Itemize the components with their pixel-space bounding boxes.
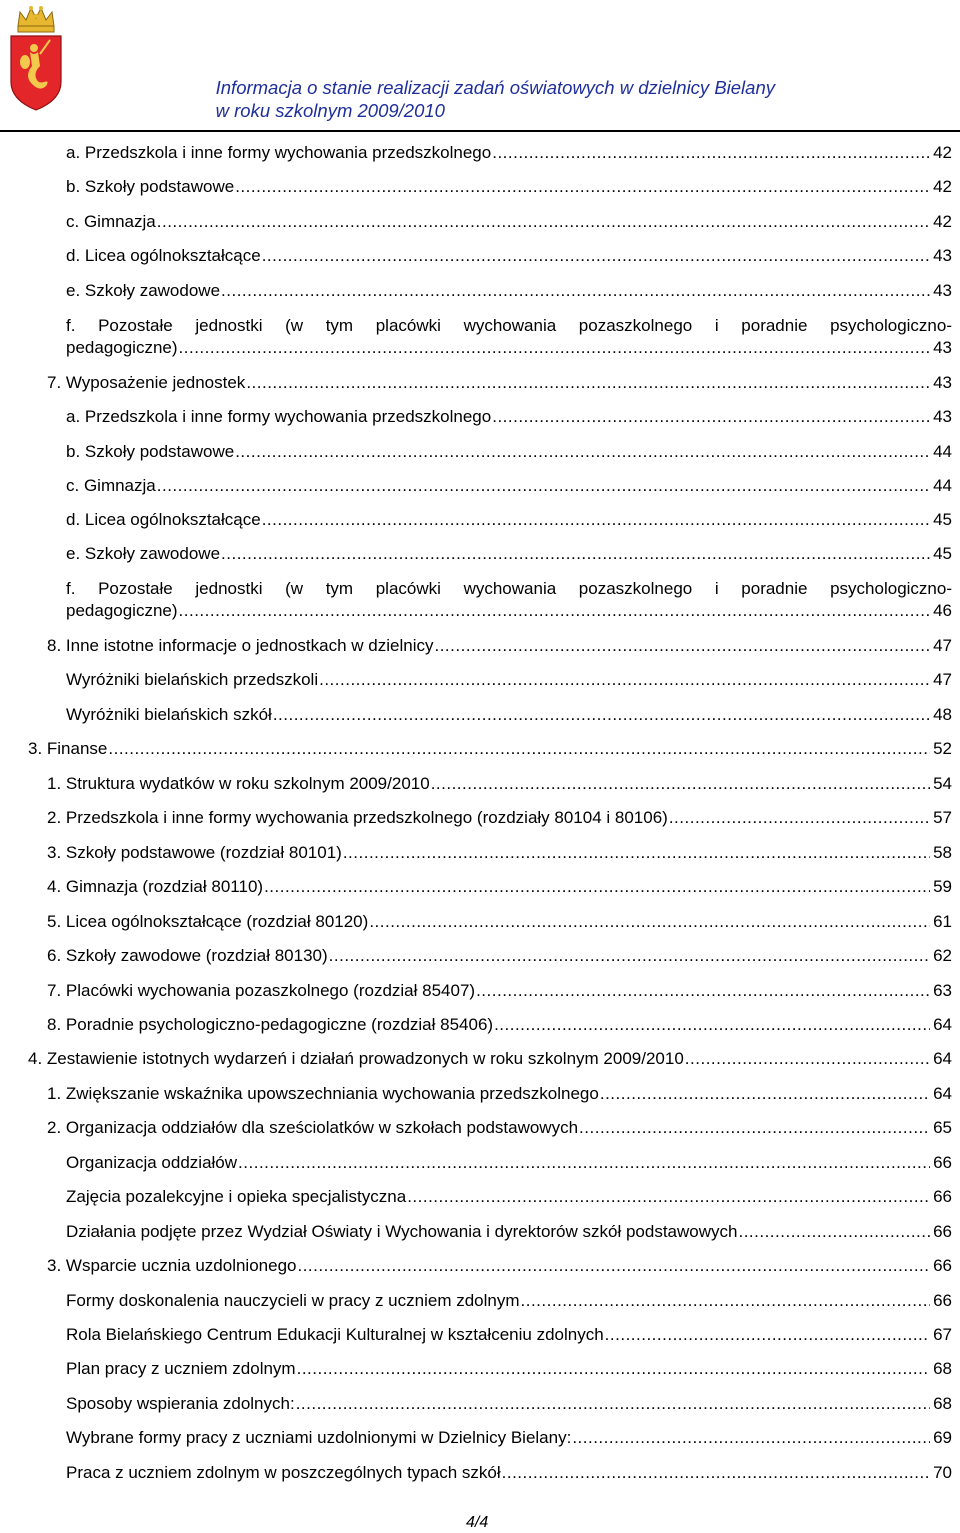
toc-leader-dots	[157, 475, 930, 497]
toc-entry-page: 46	[933, 601, 952, 620]
toc-leader-dots	[572, 1427, 930, 1449]
toc-leader-dots	[329, 945, 930, 967]
toc-entry[interactable]	[47, 911, 952, 933]
toc-entry-page: 63	[933, 981, 952, 1000]
toc-entry-label: 4. Zestawienie istotnych wydarzeń i działań prowadzonych w roku szkolnym 2009/2010	[28, 1049, 684, 1068]
toc-entry[interactable]	[66, 475, 952, 497]
toc-entry-label: 3. Wsparcie ucznia uzdolnionego	[47, 1256, 297, 1275]
toc-leader-dots	[407, 1186, 930, 1208]
toc-entry-page: 70	[933, 1463, 952, 1482]
toc-entry[interactable]	[66, 142, 952, 164]
toc-entry-page: 44	[933, 442, 952, 461]
toc-entry-label: Wyróżniki bielańskich przedszkoli	[66, 670, 319, 689]
toc-leader-dots	[492, 406, 930, 428]
toc-leader-dots	[108, 738, 930, 760]
toc-entry-label: c. Gimnazja	[66, 476, 156, 495]
toc-entry-page: 42	[933, 143, 952, 162]
toc-entry[interactable]	[47, 1255, 952, 1277]
toc-entry-page: 43	[933, 373, 952, 392]
toc-leader-dots	[434, 635, 930, 657]
toc-leader-dots	[492, 142, 930, 164]
toc-entry-page: 65	[933, 1118, 952, 1137]
toc-leader-dots	[605, 1324, 930, 1346]
toc-leader-dots	[262, 509, 930, 531]
toc-entry-page: 43	[933, 407, 952, 426]
toc-entry[interactable]	[28, 738, 952, 760]
toc-entry-page: 43	[933, 281, 952, 300]
toc-entry[interactable]	[66, 1221, 952, 1243]
toc-entry-label: 2. Przedszkola i inne formy wychowania przedszkolnego (rozdziały 80104 i 80106)	[47, 808, 668, 827]
toc-entry-label: a. Przedszkola i inne formy wychowania przedszkolnego	[66, 143, 492, 162]
toc-entry-label: Sposoby wspierania zdolnych:	[66, 1394, 295, 1413]
toc-leader-dots	[238, 1152, 930, 1174]
toc-entry-page: 43	[933, 338, 952, 357]
toc-entry-label: Plan pracy z uczniem zdolnym	[66, 1359, 296, 1378]
toc-entry[interactable]	[66, 176, 952, 198]
toc-entry-label: Zajęcia pozalekcyjne i opieka specjalistyczna	[66, 1187, 407, 1206]
toc-entry-page: 62	[933, 946, 952, 965]
toc-entry[interactable]	[47, 773, 952, 795]
toc-entry-page: 54	[933, 774, 952, 793]
page-header	[0, 0, 960, 135]
header-title	[216, 76, 775, 122]
toc-entry[interactable]	[47, 635, 952, 657]
toc-entry-page: 66	[933, 1291, 952, 1310]
toc-entry[interactable]	[66, 280, 952, 302]
toc-entry-label: 3. Finanse	[28, 739, 108, 758]
toc-leader-dots	[476, 980, 930, 1002]
toc-leader-dots	[296, 1393, 930, 1415]
toc-entry[interactable]	[66, 1324, 952, 1346]
header-title-line2: w roku szkolnym 2009/2010	[215, 100, 445, 121]
toc-leader-dots	[297, 1358, 930, 1380]
toc-entry-label: b. Szkoły podstawowe	[66, 442, 235, 461]
toc-entry-label: Organizacja oddziałów	[66, 1153, 238, 1172]
toc-entry[interactable]	[47, 945, 952, 967]
toc-entry[interactable]	[47, 980, 952, 1002]
toc-leader-dots	[494, 1014, 930, 1036]
toc-entry[interactable]	[47, 1014, 952, 1036]
toc-leader-dots	[297, 1255, 930, 1277]
toc-entry-page: 64	[933, 1084, 952, 1103]
toc-leader-dots	[369, 911, 930, 933]
toc-entry[interactable]	[47, 372, 952, 394]
toc-leader-dots	[521, 1290, 931, 1312]
toc-entry-label: 3. Szkoły podstawowe (rozdział 80101)	[47, 843, 342, 862]
toc-entry-label: d. Licea ogólnokształcące	[66, 510, 261, 529]
toc-entry-page: 43	[933, 246, 952, 265]
toc-entry-label: Rola Bielańskiego Centrum Edukacji Kulturalnej w kształceniu zdolnych	[66, 1325, 604, 1344]
page-number: 4/4	[466, 1514, 489, 1531]
toc-entry-label: 7. Placówki wychowania pozaszkolnego (rozdział 85407)	[47, 981, 476, 1000]
toc-entry-page: 47	[933, 636, 952, 655]
toc-entry-page: 66	[933, 1222, 952, 1241]
toc-entry[interactable]	[66, 1462, 952, 1484]
toc-entry-label: 7. Wyposażenie jednostek	[47, 373, 246, 392]
toc-entry-page: 42	[933, 212, 952, 231]
toc-entry-page: 59	[933, 877, 952, 896]
toc-entry-page: 68	[933, 1359, 952, 1378]
toc-leader-dots	[669, 807, 930, 829]
toc-entry-page: 42	[933, 177, 952, 196]
toc-entry-label-line2: pedagogiczne)	[66, 601, 178, 620]
toc-entry-page: 45	[933, 510, 952, 529]
toc-leader-dots	[179, 337, 931, 359]
toc-entry[interactable]	[47, 1117, 952, 1139]
toc-entry-label: 1. Zwiększanie wskaźnika upowszechniania wychowania przedszkolnego	[47, 1084, 599, 1103]
toc-leader-dots	[179, 600, 931, 622]
toc-entry-label: 5. Licea ogólnokształcące (rozdział 80120)	[47, 912, 369, 931]
toc-entry-page: 45	[933, 544, 952, 563]
toc-entry[interactable]	[66, 315, 952, 359]
toc-leader-dots	[343, 842, 930, 864]
toc-entry-label: c. Gimnazja	[66, 212, 156, 231]
toc-entry[interactable]	[47, 842, 952, 864]
toc-leader-dots	[262, 245, 930, 267]
toc-entry[interactable]	[66, 669, 952, 691]
toc-leader-dots	[157, 211, 930, 233]
toc-leader-dots	[235, 441, 930, 463]
toc-entry[interactable]	[66, 1186, 952, 1208]
header-divider	[0, 130, 960, 132]
toc-entry-label: 2. Organizacja oddziałów dla sześciolatków w szkołach podstawowych	[47, 1118, 579, 1137]
toc-entry-label: d. Licea ogólnokształcące	[66, 246, 261, 265]
toc-entry-page: 44	[933, 476, 952, 495]
toc-entry-label-line1: f. Pozostałe jednostki (w tym placówki wychowania pozaszkolnego i poradnie psychologiczno-	[66, 579, 952, 598]
toc-leader-dots	[600, 1083, 930, 1105]
toc-entry-label: 6. Szkoły zawodowe (rozdział 80130)	[47, 946, 328, 965]
toc-entry-page: 47	[933, 670, 952, 689]
toc-entry-label: 8. Inne istotne informacje o jednostkach w dzielnicy	[47, 636, 434, 655]
toc-entry[interactable]	[66, 704, 952, 726]
toc-leader-dots	[502, 1462, 930, 1484]
toc-entry[interactable]	[47, 876, 952, 898]
toc-entry-page: 64	[933, 1015, 952, 1034]
toc-entry[interactable]	[66, 1393, 952, 1415]
toc-entry[interactable]	[66, 1427, 952, 1449]
toc-entry-page: 52	[933, 739, 952, 758]
toc-entry-page: 66	[933, 1256, 952, 1275]
toc-leader-dots	[273, 704, 930, 726]
toc-entry-page: 66	[933, 1187, 952, 1206]
toc-entry[interactable]	[47, 1083, 952, 1105]
toc-entry-page: 58	[933, 843, 952, 862]
toc-entry[interactable]	[66, 211, 952, 233]
toc-leader-dots	[319, 669, 930, 691]
toc-leader-dots	[246, 372, 930, 394]
toc-entry-label: e. Szkoły zawodowe	[66, 544, 221, 563]
toc-entry[interactable]	[47, 807, 952, 829]
toc-entry-page: 68	[933, 1394, 952, 1413]
toc-entry-page: 66	[933, 1153, 952, 1172]
toc-leader-dots	[221, 543, 930, 565]
toc-entry-page: 61	[933, 912, 952, 931]
toc-entry[interactable]	[66, 406, 952, 428]
toc-leader-dots	[579, 1117, 930, 1139]
toc-entry-page: 64	[933, 1049, 952, 1068]
toc-entry-page: 48	[933, 705, 952, 724]
toc-entry-label: Wybrane formy pracy z uczniami uzdolnionymi w Dzielnicy Bielany:	[66, 1428, 572, 1447]
header-title-line1: Informacja o stanie realizacji zadań oświatowych w dzielnicy Bielany	[215, 77, 775, 98]
toc-entry-label-line2: pedagogiczne)	[66, 338, 178, 357]
toc-entry[interactable]	[66, 578, 952, 622]
toc-entry-label: Wyróżniki bielańskich szkół	[66, 705, 272, 724]
toc-entry-label: 8. Poradnie psychologiczno-pedagogiczne (rozdział 85406)	[47, 1015, 494, 1034]
toc-entry-label: Działania podjęte przez Wydział Oświaty i Wychowania i dyrektorów szkół podstawowych	[66, 1222, 738, 1241]
toc-leader-dots	[431, 773, 930, 795]
toc-entry[interactable]	[28, 1048, 952, 1070]
toc-entry[interactable]	[66, 1290, 952, 1312]
warsaw-coat-of-arms-icon	[6, 4, 66, 112]
toc-leader-dots	[738, 1221, 930, 1243]
toc-leader-dots	[235, 176, 930, 198]
toc-entry-page: 67	[933, 1325, 952, 1344]
toc-entry[interactable]	[66, 1358, 952, 1380]
toc-entry-label: 4. Gimnazja (rozdział 80110)	[47, 877, 264, 896]
toc-entry-label: Praca z uczniem zdolnym w poszczególnych typach szkół	[66, 1463, 501, 1482]
toc-entry[interactable]	[66, 245, 952, 267]
toc-entry-label: 1. Struktura wydatków w roku szkolnym 2009/2010	[47, 774, 430, 793]
toc-leader-dots	[685, 1048, 930, 1070]
toc-entry-label: b. Szkoły podstawowe	[66, 177, 235, 196]
toc-entry-page: 69	[933, 1428, 952, 1447]
toc-entry-label: a. Przedszkola i inne formy wychowania przedszkolnego	[66, 407, 492, 426]
toc-entry[interactable]	[66, 1152, 952, 1174]
toc-leader-dots	[264, 876, 930, 898]
toc-entry-label: e. Szkoły zawodowe	[66, 281, 221, 300]
toc-entry-label: Formy doskonalenia nauczycieli w pracy z uczniem zdolnym	[66, 1291, 520, 1310]
toc-leader-dots	[221, 280, 930, 302]
toc-entry-label-line1: f. Pozostałe jednostki (w tym placówki wychowania pozaszkolnego i poradnie psychologiczno-	[66, 316, 952, 335]
toc-entry[interactable]	[66, 509, 952, 531]
toc-entry[interactable]	[66, 441, 952, 463]
toc-entry-page: 57	[933, 808, 952, 827]
toc-entry[interactable]	[66, 543, 952, 565]
